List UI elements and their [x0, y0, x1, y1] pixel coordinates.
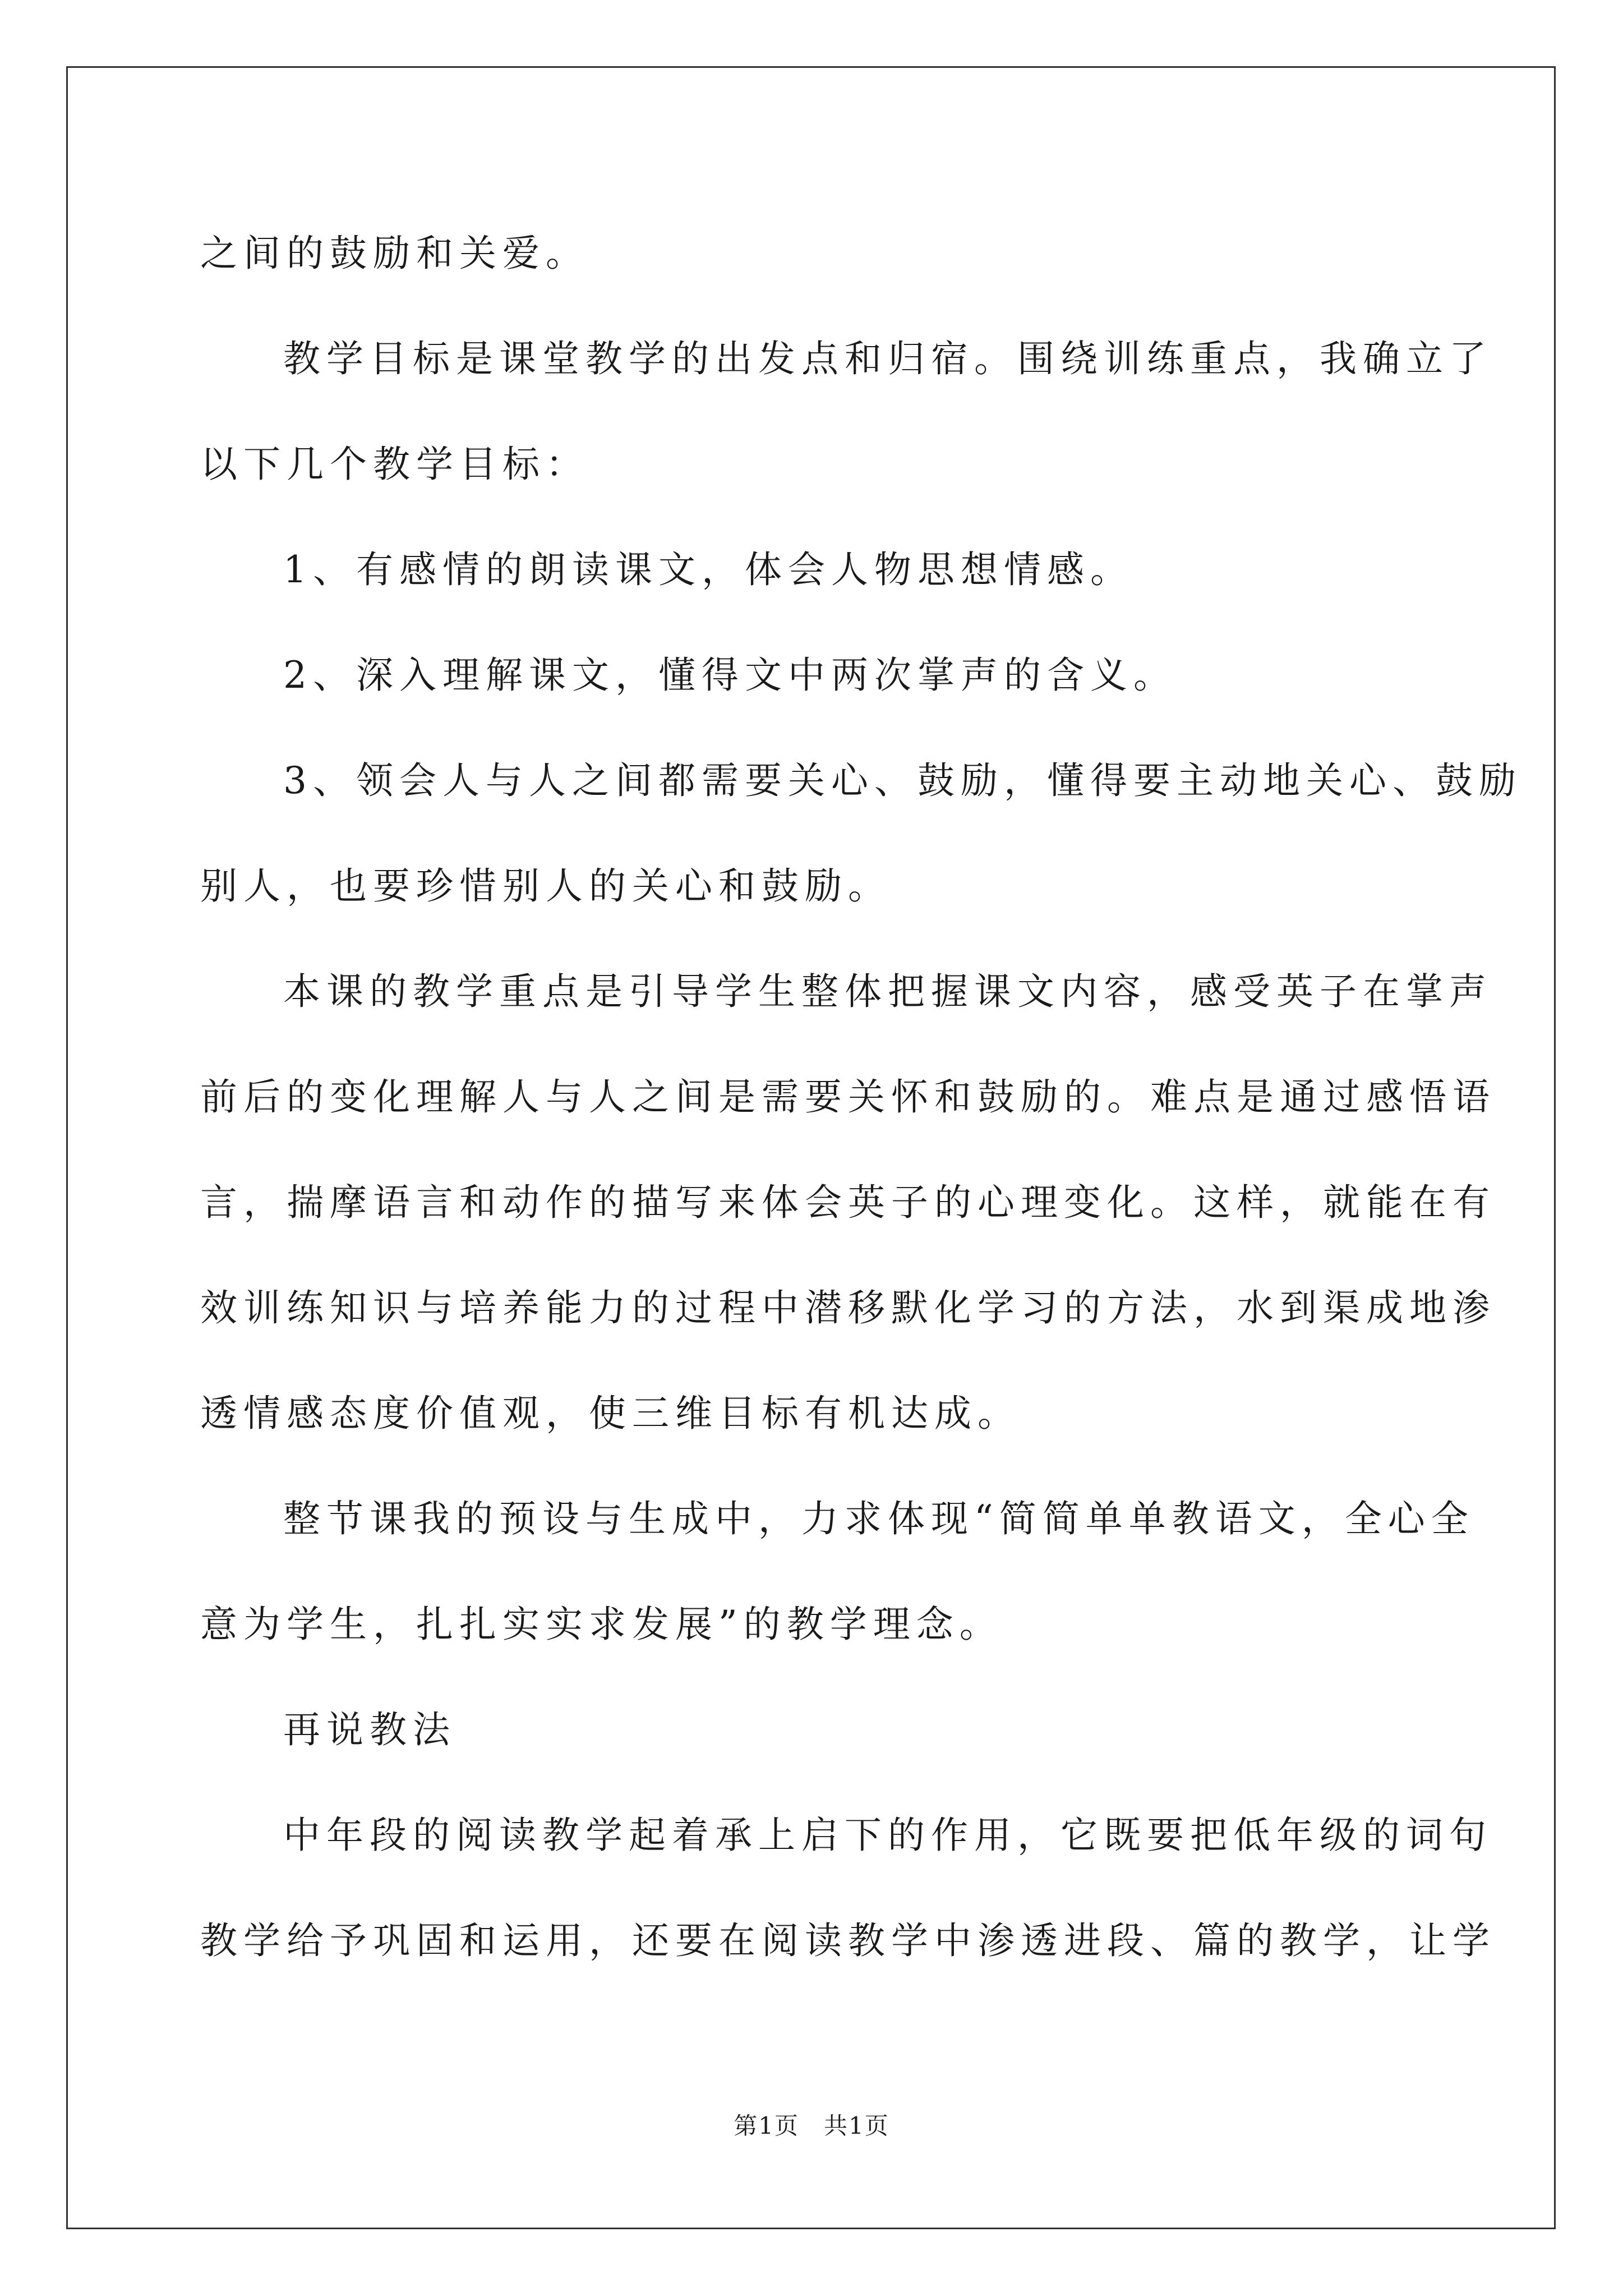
text-line: 透情感态度价值观，使三维目标有机达成。 [200, 1392, 1021, 1435]
text-line: 之间的鼓励和关爱。 [200, 232, 589, 275]
text-line: 本课的教学重点是引导学生整体把握课文内容，感受英子在掌声 [283, 970, 1492, 1013]
text-line: 效训练知识与培养能力的过程中潜移默化学习的方法，水到渠成地渗 [200, 1286, 1496, 1329]
text-line: 1、有感情的朗读课文，体会人物思想情感。 [283, 548, 1133, 591]
text-line: 意为学生，扎扎实实求发展”的教学理念。 [200, 1603, 1003, 1646]
text-line: 前后的变化理解人与人之间是需要关怀和鼓励的。难点是通过感悟语 [200, 1075, 1496, 1119]
document-body [200, 201, 1522, 1994]
text-line: 言，揣摩语言和动作的描写来体会英子的心理变化。这样，就能在有 [200, 1181, 1496, 1224]
text-line: 整节课我的预设与生成中，力求体现“简简单单教语文，全心全 [283, 1497, 1474, 1540]
text-line: 教学给予巩固和运用，还要在阅读教学中渗透进段、篇的教学，让学 [200, 1919, 1496, 1962]
text-line: 别人，也要珍惜别人的关心和鼓励。 [200, 864, 891, 908]
section-heading: 再说教法 [283, 1708, 456, 1751]
text-line: 2、深入理解课文，懂得文中两次掌声的含义。 [283, 654, 1177, 697]
page-footer: 第1页 共1页 [734, 2112, 889, 2139]
text-line: 3、领会人与人之间都需要关心、鼓励，懂得要主动地关心、鼓励 [283, 759, 1522, 802]
text-line: 教学目标是课堂教学的出发点和归宿。围绕训练重点，我确立了 [283, 337, 1492, 380]
text-line: 以下几个教学目标： [200, 443, 589, 486]
text-line: 中年段的阅读教学起着承上启下的作用，它既要把低年级的词句 [283, 1814, 1492, 1857]
